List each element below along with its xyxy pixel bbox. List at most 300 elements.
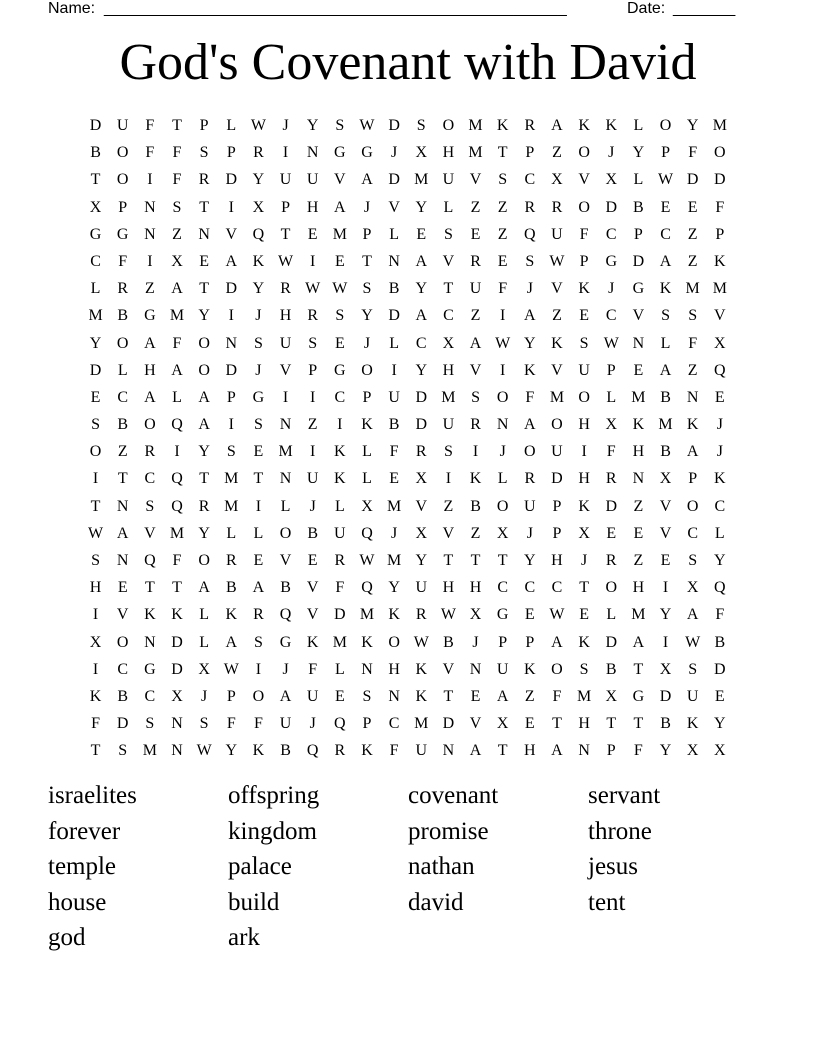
grid-letter: P: [688, 470, 698, 488]
grid-letter: M: [685, 280, 700, 298]
grid-letter: L: [714, 524, 725, 542]
grid-letter: D: [116, 715, 129, 733]
grid-letter: N: [144, 225, 156, 243]
grid-letter: D: [388, 117, 400, 134]
grid-letter: Z: [633, 497, 644, 515]
grid-letter: M: [468, 117, 483, 134]
grid-letter: K: [89, 687, 102, 705]
grid-letter: M: [332, 633, 347, 651]
grid-letter: F: [172, 144, 182, 162]
grid-letter: Y: [632, 144, 645, 162]
grid-letter: Q: [334, 715, 346, 733]
grid-letter: O: [198, 361, 210, 379]
grid-letter: S: [688, 552, 698, 569]
grid-letter: X: [605, 171, 618, 189]
grid-letter: J: [608, 144, 615, 162]
grid-letter: F: [633, 742, 643, 760]
grid-letter: E: [389, 470, 399, 488]
grid-letter: L: [606, 388, 617, 406]
grid-letter: X: [659, 470, 672, 488]
word-bank-item: kingdom: [228, 817, 317, 845]
grid-letter: D: [686, 171, 699, 189]
grid-letter: S: [253, 416, 263, 434]
grid-letter: T: [199, 470, 210, 488]
grid-letter: E: [199, 252, 210, 270]
grid-letter: R: [605, 470, 617, 488]
grid-letter: S: [335, 117, 345, 134]
grid-letter: O: [388, 633, 400, 651]
grid-letter: B: [633, 198, 644, 216]
grid-letter: X: [89, 633, 102, 651]
grid-letter: J: [716, 443, 723, 461]
word-bank-item: jesus: [588, 853, 638, 880]
grid-letter: H: [578, 470, 590, 488]
grid-letter: N: [144, 633, 156, 651]
name-label: Name:: [48, 0, 96, 17]
grid-letter: T: [90, 742, 101, 760]
grid-letter: O: [279, 524, 292, 542]
grid-letter: M: [169, 524, 185, 542]
grid-letter: O: [551, 660, 563, 678]
grid-letter: M: [278, 443, 293, 461]
grid-letter: I: [581, 443, 587, 461]
grid-letter: Y: [361, 307, 373, 325]
grid-letter: L: [226, 117, 237, 134]
grid-letter: N: [144, 198, 156, 216]
grid-letter: F: [389, 742, 399, 760]
grid-letter: O: [496, 388, 509, 406]
grid-letter: M: [549, 388, 565, 406]
grid-letter: U: [524, 497, 536, 515]
grid-row: [82, 656, 734, 683]
grid-letter: V: [442, 252, 455, 270]
grid-row: [82, 166, 734, 193]
grid-letter: X: [89, 198, 102, 216]
grid-letter: U: [334, 524, 346, 542]
grid-letter: L: [660, 334, 671, 352]
word-bank-item: temple: [48, 853, 117, 880]
grid-letter: N: [388, 687, 400, 705]
grid-letter: A: [198, 416, 210, 434]
grid-letter: R: [415, 606, 427, 624]
grid-letter: V: [659, 497, 672, 515]
grid-letter: A: [225, 633, 238, 651]
grid-letter: Z: [470, 198, 481, 216]
grid-letter: P: [199, 117, 209, 134]
grid-letter: X: [415, 470, 428, 488]
grid-letter: P: [362, 388, 372, 406]
grid-letter: Q: [306, 742, 319, 760]
grid-letter: J: [255, 361, 262, 379]
grid-letter: N: [632, 334, 645, 352]
grid-letter: P: [118, 198, 128, 216]
grid-letter: M: [414, 715, 429, 733]
grid-letter: L: [226, 524, 237, 542]
grid-letter: J: [255, 307, 262, 325]
grid-letter: U: [306, 171, 319, 189]
grid-letter: F: [389, 443, 399, 461]
grid-letter: H: [578, 715, 590, 733]
grid-letter: C: [144, 470, 156, 488]
grid-letter: K: [225, 606, 238, 624]
grid-letter: R: [225, 552, 237, 569]
grid-letter: A: [415, 252, 428, 270]
grid-letter: U: [686, 687, 699, 705]
grid-letter: H: [524, 742, 536, 760]
grid-row: [82, 302, 734, 329]
grid-letter: D: [225, 171, 238, 189]
word-bank-item: throne: [588, 817, 652, 845]
grid-letter: R: [144, 443, 156, 461]
grid-letter: J: [716, 416, 723, 434]
grid-row: [82, 683, 734, 710]
grid-letter: W: [250, 117, 266, 134]
grid-letter: D: [442, 715, 455, 733]
grid-letter: C: [144, 687, 156, 705]
word-bank-item: david: [408, 888, 464, 916]
grid-letter: G: [144, 660, 156, 678]
grid-letter: K: [578, 497, 590, 515]
grid-letter: H: [279, 307, 292, 325]
grid-letter: I: [282, 144, 289, 162]
grid-letter: V: [469, 171, 482, 189]
grid-row: [82, 574, 734, 601]
word-bank-item: house: [48, 888, 107, 916]
grid-letter: Q: [252, 225, 265, 243]
grid-row: [82, 493, 734, 520]
grid-letter: X: [714, 334, 726, 352]
grid-letter: L: [334, 660, 345, 678]
grid-letter: T: [90, 171, 101, 189]
grid-letter: D: [605, 497, 618, 515]
grid-letter: G: [496, 606, 509, 624]
grid-letter: V: [469, 361, 482, 379]
grid-letter: U: [279, 334, 292, 352]
grid-letter: L: [389, 225, 399, 243]
grid-letter: R: [198, 171, 210, 189]
grid-letter: I: [500, 307, 506, 325]
word-bank-item: palace: [228, 853, 292, 880]
grid-letter: S: [416, 117, 426, 134]
grid-letter: X: [551, 171, 563, 189]
grid-letter: E: [714, 687, 725, 705]
grid-letter: B: [388, 280, 400, 298]
grid-letter: N: [225, 334, 238, 352]
grid-row: [82, 248, 734, 275]
grid-letter: N: [442, 742, 455, 760]
grid-letter: P: [226, 388, 236, 406]
grid-letter: T: [362, 252, 372, 270]
grid-letter: K: [144, 606, 156, 624]
grid-letter: Z: [633, 552, 644, 569]
grid-letter: Q: [144, 552, 156, 569]
grid-letter: Y: [388, 579, 400, 597]
grid-letter: D: [714, 171, 726, 189]
grid-letter: U: [551, 225, 563, 243]
grid-letter: E: [470, 225, 481, 243]
grid-letter: G: [116, 225, 129, 243]
grid-letter: K: [334, 443, 346, 461]
grid-letter: C: [687, 524, 698, 542]
grid-letter: V: [306, 606, 319, 624]
grid-letter: Z: [497, 225, 508, 243]
grid-letter: L: [90, 280, 101, 298]
grid-letter: K: [469, 470, 482, 488]
grid-letter: X: [415, 524, 428, 542]
grid-letter: M: [332, 225, 347, 243]
grid-letter: P: [281, 198, 290, 216]
grid-letter: L: [633, 117, 644, 134]
grid-letter: N: [171, 715, 183, 733]
grid-letter: A: [144, 388, 156, 406]
grid-letter: F: [226, 715, 236, 733]
grid-letter: X: [252, 198, 265, 216]
grid-letter: Q: [171, 470, 183, 488]
grid-letter: S: [335, 307, 345, 325]
grid-letter: B: [90, 144, 101, 162]
grid-letter: Z: [687, 252, 698, 270]
grid-letter: Y: [198, 307, 210, 325]
grid-letter: D: [171, 660, 183, 678]
grid-letter: S: [525, 252, 535, 270]
grid-letter: S: [145, 715, 155, 733]
grid-letter: M: [359, 606, 375, 624]
grid-letter: F: [498, 280, 508, 298]
grid-letter: J: [201, 687, 208, 705]
grid-letter: L: [117, 361, 128, 379]
grid-letter: H: [89, 579, 102, 597]
grid-letter: T: [633, 660, 644, 678]
grid-letter: Q: [171, 416, 183, 434]
grid-letter: I: [92, 660, 99, 678]
grid-letter: H: [632, 443, 645, 461]
grid-letter: W: [440, 606, 456, 624]
grid-letter: S: [226, 443, 236, 461]
grid-letter: P: [226, 687, 236, 705]
grid-letter: C: [117, 660, 129, 678]
grid-letter: Y: [415, 552, 428, 569]
grid-letter: T: [199, 280, 210, 298]
grid-letter: I: [310, 252, 316, 270]
grid-letter: V: [469, 715, 482, 733]
grid-letter: Q: [279, 606, 292, 624]
grid-letter: W: [657, 171, 674, 189]
grid-letter: K: [632, 416, 645, 434]
grid-letter: K: [659, 280, 672, 298]
grid-letter: X: [605, 687, 618, 705]
grid-letter: Z: [687, 225, 698, 243]
grid-letter: K: [524, 660, 536, 678]
grid-letter: L: [633, 171, 644, 189]
grid-letter: X: [605, 416, 618, 434]
grid-letter: U: [578, 361, 590, 379]
grid-letter: U: [306, 470, 319, 488]
word-bank-item: israelites: [48, 782, 137, 809]
grid-letter: N: [198, 225, 210, 243]
grid-letter: I: [174, 443, 180, 461]
grid-letter: Y: [252, 171, 265, 189]
grid-letter: U: [306, 687, 319, 705]
grid-letter: B: [117, 416, 129, 434]
grid-letter: N: [279, 416, 292, 434]
grid-letter: L: [362, 443, 372, 461]
grid-letter: E: [90, 388, 101, 406]
grid-letter: Q: [171, 497, 183, 515]
header-line: [48, 0, 740, 20]
grid-letter: K: [252, 742, 265, 760]
grid-letter: O: [198, 334, 210, 352]
grid-letter: S: [91, 416, 101, 434]
grid-letter: K: [415, 660, 428, 678]
grid-letter: F: [715, 606, 725, 624]
grid-letter: P: [552, 524, 562, 542]
grid-letter: B: [714, 633, 726, 651]
grid-letter: F: [552, 687, 562, 705]
grid-letter: S: [362, 280, 372, 298]
grid-letter: B: [660, 443, 671, 461]
grid-letter: S: [661, 307, 670, 325]
word-bank-item: ark: [228, 924, 260, 951]
grid-letter: Y: [415, 280, 428, 298]
grid-letter: O: [442, 117, 455, 134]
grid-letter: A: [496, 687, 509, 705]
grid-letter: S: [688, 660, 698, 678]
grid-letter: Y: [524, 334, 536, 352]
grid-letter: A: [171, 280, 183, 298]
grid-letter: S: [172, 198, 182, 216]
grid-letter: I: [282, 388, 289, 406]
page-title: God's Covenant with David: [119, 34, 697, 91]
grid-letter: N: [171, 742, 183, 760]
grid-letter: A: [225, 252, 238, 270]
grid-letter: C: [660, 225, 671, 243]
grid-letter: H: [306, 198, 319, 216]
grid-letter: D: [605, 198, 618, 216]
grid-letter: J: [282, 660, 289, 678]
grid-letter: M: [414, 171, 429, 189]
grid-letter: S: [471, 388, 480, 406]
grid-letter: J: [608, 280, 615, 298]
grid-letter: Y: [198, 524, 210, 542]
grid-row: [82, 275, 734, 302]
grid-letter: P: [226, 144, 236, 162]
grid-letter: R: [415, 443, 427, 461]
word-bank-item: forever: [48, 817, 121, 845]
grid-letter: R: [524, 198, 536, 216]
grid-letter: J: [309, 497, 316, 515]
grid-letter: U: [442, 171, 455, 189]
grid-letter: H: [551, 552, 563, 569]
grid-row: [82, 520, 734, 547]
grid-letter: A: [524, 416, 536, 434]
grid-letter: E: [334, 252, 345, 270]
grid-letter: E: [524, 715, 535, 733]
grid-letter: W: [278, 252, 294, 270]
grid-letter: T: [199, 198, 210, 216]
grid-letter: K: [578, 280, 590, 298]
grid-letter: I: [310, 388, 316, 406]
date-label: Date:: [627, 0, 666, 17]
grid-letter: J: [526, 524, 533, 542]
grid-letter: N: [578, 742, 590, 760]
grid-letter: Z: [552, 144, 562, 162]
grid-letter: E: [660, 552, 671, 569]
grid-letter: A: [415, 307, 428, 325]
grid-letter: T: [579, 579, 589, 597]
grid-letter: C: [605, 307, 617, 325]
grid-letter: I: [228, 198, 234, 216]
grid-row: [82, 547, 734, 574]
grid-letter: F: [688, 334, 698, 352]
grid-letter: E: [606, 524, 617, 542]
grid-letter: D: [89, 117, 102, 134]
grid-letter: Z: [117, 443, 128, 461]
grid-row: [82, 411, 734, 438]
grid-letter: A: [551, 633, 563, 651]
grid-letter: K: [361, 416, 373, 434]
grid-letter: Z: [524, 687, 535, 705]
grid-letter: E: [579, 307, 589, 325]
grid-letter: A: [469, 742, 482, 760]
grid-letter: I: [92, 470, 99, 488]
word-bank-item: offspring: [228, 782, 320, 809]
grid-letter: W: [359, 552, 375, 569]
grid-letter: Y: [306, 117, 319, 134]
grid-letter: H: [442, 144, 455, 162]
grid-letter: Z: [497, 198, 508, 216]
grid-letter: F: [308, 660, 318, 678]
grid-letter: V: [279, 552, 292, 569]
grid-letter: U: [279, 715, 292, 733]
grid-letter: X: [686, 579, 699, 597]
grid-letter: W: [549, 252, 565, 270]
grid-letter: D: [659, 687, 672, 705]
grid-letter: G: [252, 388, 265, 406]
grid-letter: U: [469, 280, 482, 298]
grid-letter: V: [306, 579, 319, 597]
grid-letter: J: [499, 443, 506, 461]
grid-letter: B: [307, 524, 319, 542]
grid-row: [82, 710, 734, 737]
grid-row: [82, 465, 734, 492]
grid-letter: R: [524, 470, 536, 488]
grid-letter: D: [415, 388, 428, 406]
grid-letter: D: [605, 633, 618, 651]
grid-letter: T: [90, 497, 101, 515]
grid-letter: K: [388, 606, 400, 624]
grid-letter: L: [606, 606, 617, 624]
word-bank: [48, 778, 768, 956]
grid-letter: Y: [89, 334, 102, 352]
grid-letter: O: [578, 388, 590, 406]
grid-letter: S: [579, 660, 589, 678]
grid-letter: N: [496, 416, 509, 434]
grid-letter: K: [496, 117, 509, 134]
grid-letter: M: [88, 307, 103, 325]
grid-letter: Q: [714, 361, 726, 379]
grid-letter: V: [578, 171, 590, 189]
grid-letter: G: [605, 252, 618, 270]
grid-letter: J: [391, 144, 398, 162]
grid-letter: D: [415, 416, 428, 434]
grid-letter: P: [715, 225, 725, 243]
grid-letter: M: [631, 388, 646, 406]
grid-letter: M: [387, 497, 402, 515]
grid-letter: L: [199, 633, 210, 651]
word-search-grid: [82, 112, 734, 765]
grid-letter: R: [253, 144, 264, 162]
grid-letter: R: [605, 552, 617, 569]
